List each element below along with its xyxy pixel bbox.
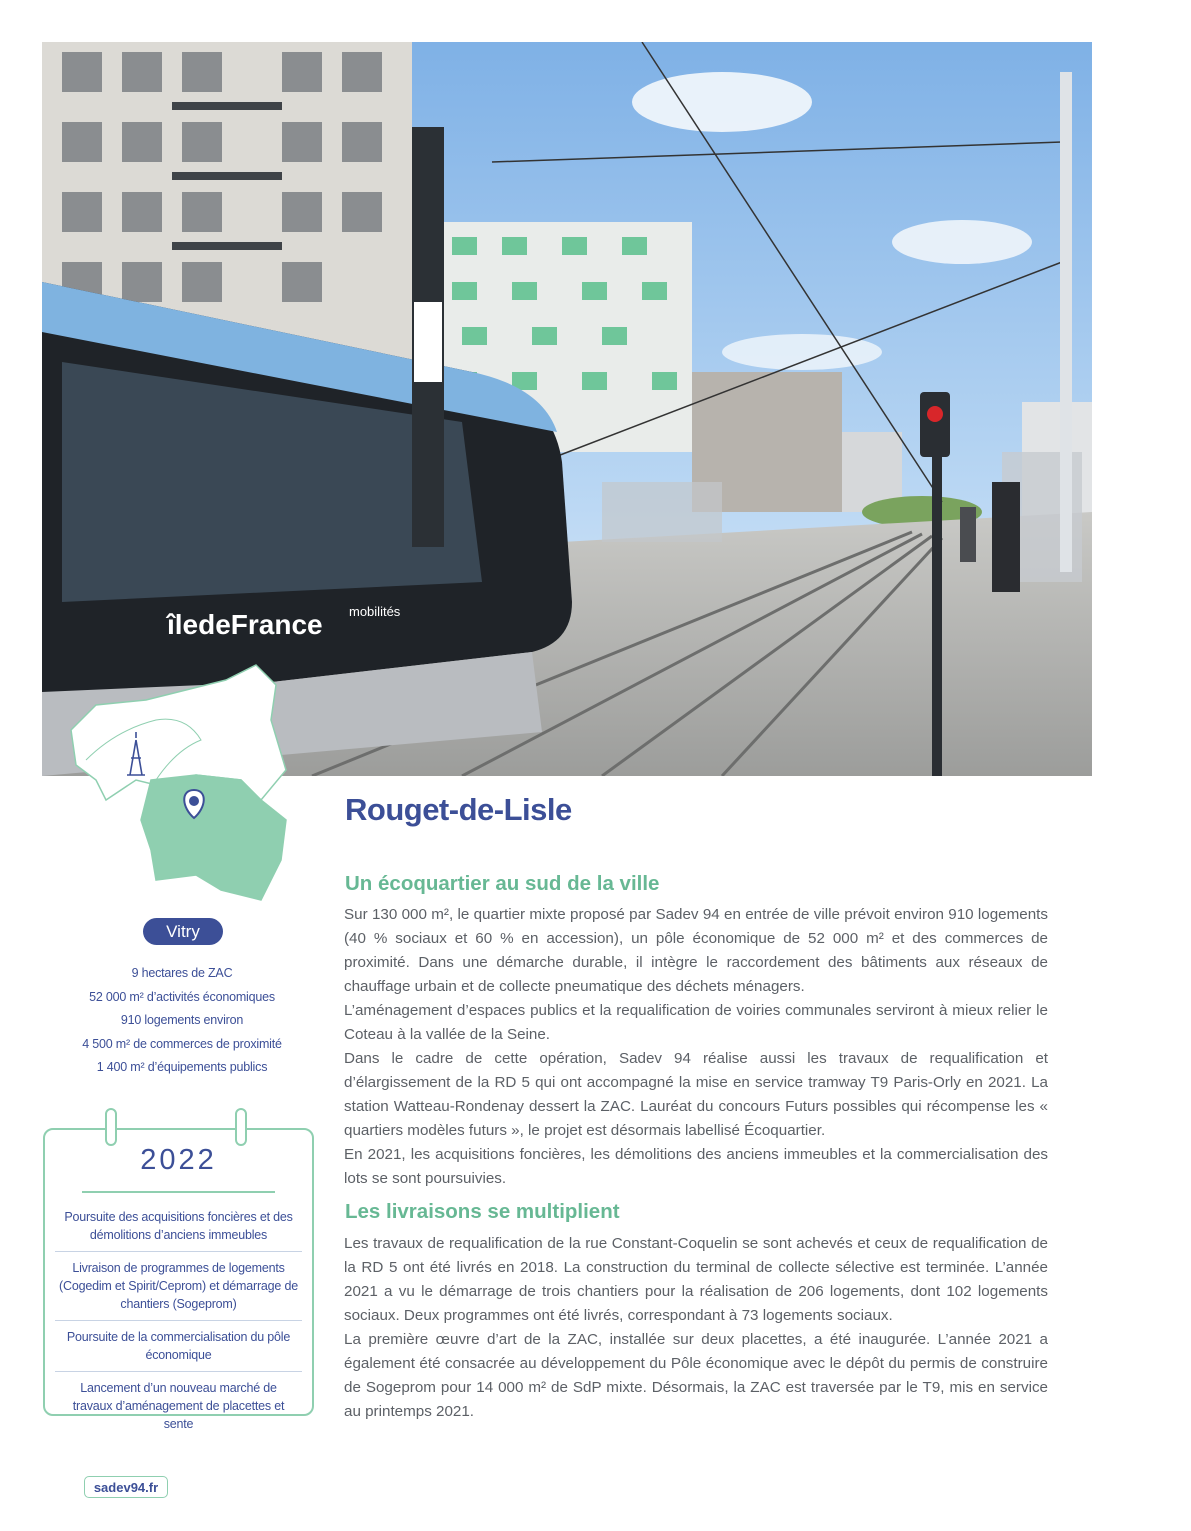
section-body <box>344 1232 1048 1424</box>
calendar-year: 2022 <box>140 1144 217 1176</box>
calendar-divider <box>82 1191 275 1193</box>
calendar-ring <box>105 1108 117 1146</box>
stat-item: 4 500 m² de commerces de proximité <box>82 1036 282 1051</box>
paragraph: Sur 130 000 m², le quartier mixte proposé par Sadev 94 en entrée de ville prévoit environ 910 logements (40 % sociaux et 60 % en accession), un pôle économique de 52 000 m² et des commerces de proximité. Dans une démarche durable, il intègre le raccordement des bâtiments aux réseaux de chauffage urbain et de collecte pneumatique des déchets ménagers. <box>344 906 1048 995</box>
paragraph: La première œuvre d’art de la ZAC, installée sur deux placettes, a été inaugurée. L’année 2021 a également été consacrée au développement du Pôle économique avec le dépôt du permis de construire de Sogeprom pour 14 000 m² de SdP mixte. Désormais, la ZAC est traversée par le T9, mis en service au printemps 2021. <box>344 1331 1048 1420</box>
tram-logo-text: îledeFrance <box>167 609 323 640</box>
calendar-item: Lancement d’un nouveau marché de travaux d’aménagement de placettes et sente <box>72 1381 285 1431</box>
section-body <box>344 903 1048 1191</box>
location-map <box>56 660 296 910</box>
calendar-ring <box>235 1108 247 1146</box>
tram-logo-suffix: mobilités <box>349 604 401 619</box>
stat-item: 910 logements environ <box>120 1013 244 1028</box>
city-badge: Vitry <box>143 918 223 945</box>
section-heading: Les livraisons se multiplient <box>345 1200 620 1223</box>
stat-item: 52 000 m² d’activités économiques <box>89 989 275 1004</box>
stat-item: 1 400 m² d’équipements publics <box>96 1060 268 1075</box>
paragraph: L’aménagement d’espaces publics et la requalification de voiries communales serviront à mieux relier le Coteau à la vallée de la Seine. <box>344 1002 1048 1043</box>
paragraph: Les travaux de requalification de la rue Constant-Coquelin se sont achevés et ceux de requalification de la RD 5 ont été livrés en 2018. La construction du terminal de collecte sélective est terminée. L’année 2021 a vu le démarrage de trois chantiers pour la réalisation de 206 logements, dont 102 logements sociaux. Deux programmes ont été livrés, correspondant à 73 logements sociaux. <box>344 1235 1048 1324</box>
calendar-item: Livraison de programmes de logements (Cogedim et Spirit/Ceprom) et démarrage de chantiers (Sogeprom) <box>55 1259 302 1321</box>
key-figures <box>42 962 322 1080</box>
stat-item: 9 hectares de ZAC <box>131 966 233 980</box>
paragraph: Dans le cadre de cette opération, Sadev 94 réalise aussi les travaux de requalification et d’élargissement de la RD 5 qui ont accompagné la mise en service tramway T9 Paris-Orly en 2021. La station Watteau-Rondenay dessert la ZAC. Lauréat du concours Futurs possibles qui récompense les « quartiers modèles futurs », le projet est désormais labellisé Écoquartier. <box>344 1050 1048 1139</box>
calendar-box <box>43 1128 314 1431</box>
calendar-item: Poursuite de la commercialisation du pôle économique <box>55 1328 302 1372</box>
page-title: Rouget-de-Lisle <box>345 792 572 827</box>
website-link[interactable]: sadev94.fr <box>84 1476 168 1498</box>
calendar-item: Poursuite des acquisitions foncières et des démolitions d’anciens immeubles <box>55 1208 302 1252</box>
section-heading: Un écoquartier au sud de la ville <box>345 872 660 895</box>
paragraph: En 2021, les acquisitions foncières, les démolitions des anciens immeubles et la commercialisation des lots se sont poursuivies. <box>344 1146 1048 1187</box>
calendar-items <box>55 1208 302 1447</box>
